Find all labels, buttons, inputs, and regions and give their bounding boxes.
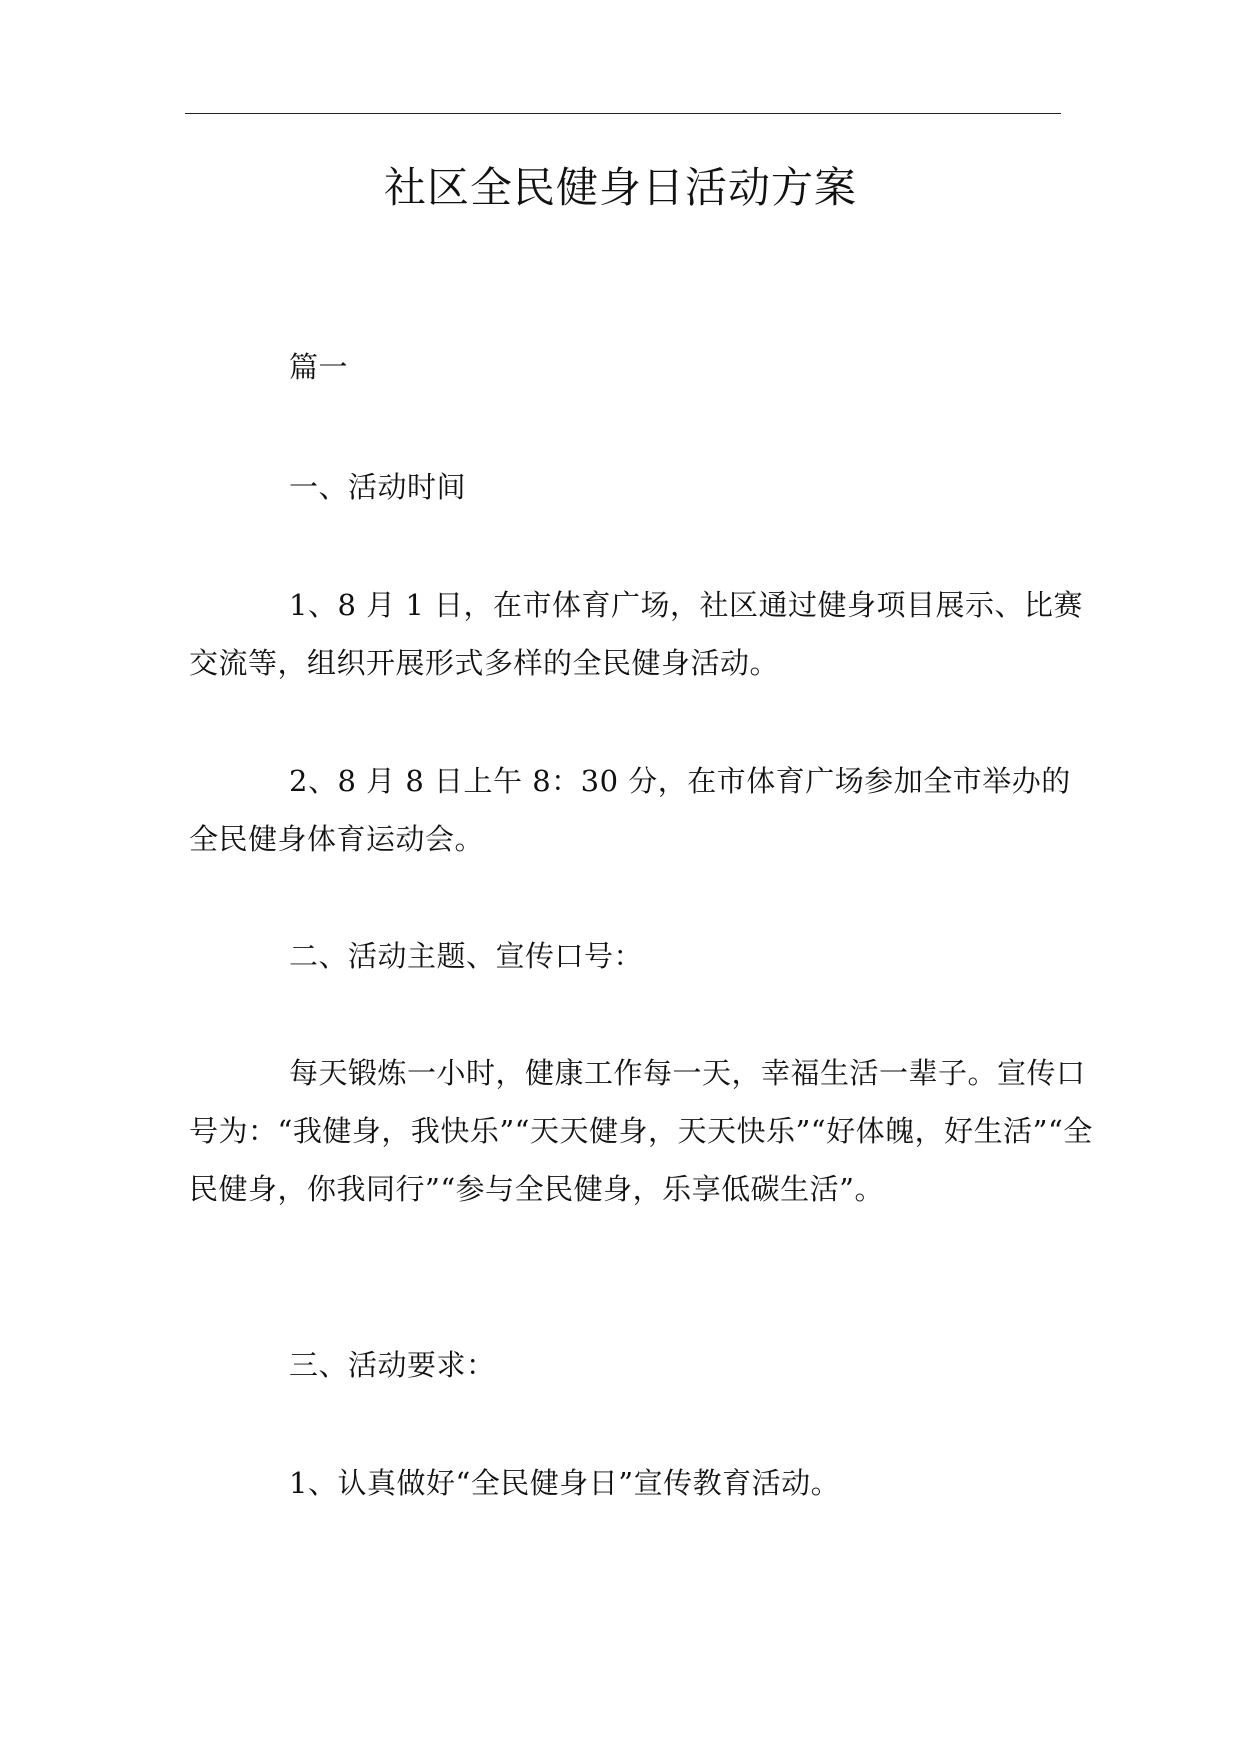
paragraph-requirement-item-1: 1、认真做好“全民健身日”宣传教育活动。 (289, 1466, 841, 1500)
paragraph-section-1-heading: 一、活动时间 (289, 470, 467, 504)
paragraph-time-item-2: 2、8 月 8 日上午 8：30 分，在市体育广场参加全市举办的全民健身体育运动会。 (189, 764, 1071, 856)
paragraph-section-3-heading: 三、活动要求： (289, 1348, 496, 1382)
paragraph-part-heading: 篇一 (289, 350, 349, 384)
paragraph-section-2-heading: 二、活动主题、宣传口号： (289, 939, 644, 973)
paragraph-theme-slogans: 每天锻炼一小时，健康工作每一天，幸福生活一辈子。宣传口号为：“我健身，我快乐”“天天健身，天天快乐”“好体魄，好生活”“全民健身，你我同行”“参与全民健身，乐享低碳生活”。 (189, 1056, 1093, 1206)
header-rule (185, 113, 1061, 114)
document-title: 社区全民健身日活动方案 (383, 163, 857, 212)
paragraph-time-item-1: 1、8 月 1 日，在市体育广场，社区通过健身项目展示、比赛交流等，组织开展形式多样的全民健身活动。 (189, 588, 1084, 680)
